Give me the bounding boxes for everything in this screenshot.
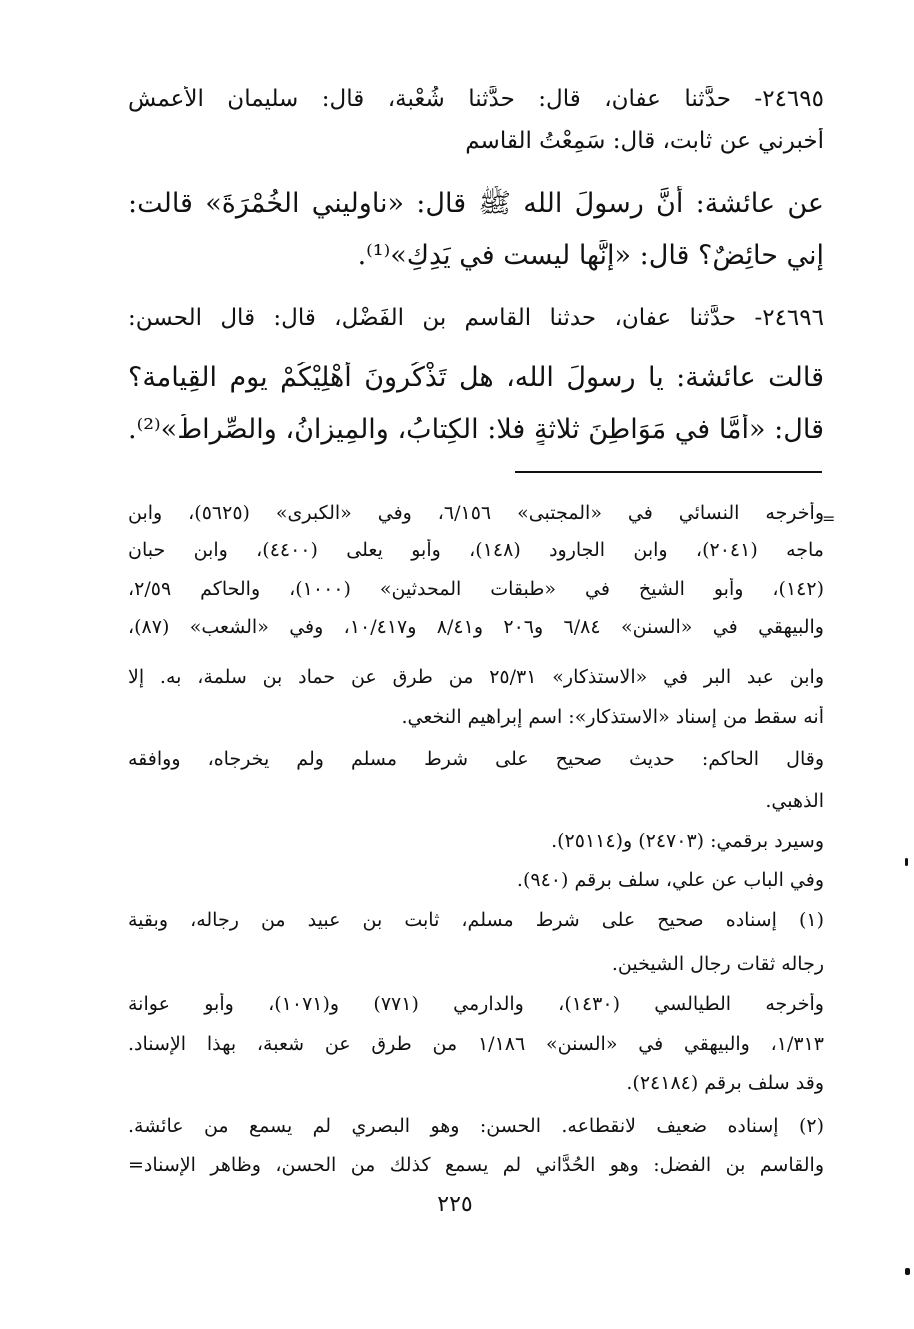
hadith-24695-matn-line-1: عن عائشة: أنَّ رسولَ الله ﷺ قال: «ناوليني الخُمْرَةَ» قالت: [128, 188, 824, 219]
bab-note: وفي الباب عن علي، سلف برقم (٩٤٠). [516, 869, 824, 891]
footnote-continuation-line-5: وابن عبد البر في «الاستذكار» ٢٥/٣١ من طرق عن حماد بن سلمة، به. إلا [128, 666, 824, 688]
footnote-2-line-1: (٢) إسناده ضعيف لانقطاعه. الحسن: وهو البصري لم يسمع من عائشة. [128, 1115, 824, 1137]
hadith-24696-line-1: ٢٤٦٩٦- حدَّثنا عفان، حدثنا القاسم بن الفَضْل، قال: قال الحسن: [128, 305, 824, 331]
scan-speck [905, 858, 908, 866]
footnote-continuation-line-6: أنه سقط من إسناد «الاستذكار»: اسم إبراهيم النخعي. [401, 706, 824, 728]
hadith-24695-matn-line-2: إني حائِضٌ؟ قال: «إنَّها ليست في يَدِكِ»⁽¹⁾. [357, 240, 824, 271]
footnote-continuation-line-3: (١٤٢)، وأبو الشيخ في «طبقات المحدثين» (١٠٠٠)، والحاكم ٢/٥٩، [128, 578, 824, 600]
footnote-2-line-2: والقاسم بن الفضل: وهو الحُدَّاني لم يسمع كذلك من الحسن، وظاهر الإسناد= [128, 1154, 824, 1176]
footnote-1-extra-line-1: وأخرجه الطيالسي (١٤٣٠)، والدارمي (٧٧١) و(١٠٧١)، وأبو عوانة [128, 993, 824, 1015]
hadith-24695-line-1: ٢٤٦٩٥- حدَّثنا عفان، قال: حدَّثنا شُعْبة، قال: سليمان الأعمش [128, 86, 824, 112]
hadith-24696-matn-line-2: قال: «أمَّا في مَوَاطِنَ ثلاثةٍ فلا: الكِتابُ، والمِيزانُ، والصِّراطُ»⁽²⁾. [128, 414, 824, 445]
footnote-1-salaf-note: وقد سلف برقم (٢٤١٨٤). [626, 1072, 824, 1094]
sayarid-note: وسيرد برقمي: (٢٤٧٠٣) و(٢٥١١٤). [551, 830, 824, 852]
footnote-continuation-line-2: ماجه (٢٠٤١)، وابن الجارود (١٤٨)، وأبو يعلى (٤٤٠٠)، وابن حبان [128, 539, 824, 561]
hakim-note-line-1: وقال الحاكم: حديث صحيح على شرط مسلم ولم يخرجاه، ووافقه [128, 748, 824, 770]
continuation-mark: = [822, 509, 836, 528]
footnote-divider [515, 471, 822, 473]
footnote-1-line-1: (١) إسناده صحيح على شرط مسلم، ثابت بن عبيد من رجاله، وبقية [128, 909, 824, 931]
footnote-1-line-2: رجاله ثقات رجال الشيخين. [611, 953, 824, 975]
hadith-24696-matn-line-1: قالت عائشة: يا رسولَ الله، هل تَذْكُرونَ أَهْلِيْكُمْ يوم القِيامة؟ [128, 362, 824, 393]
hakim-note-line-2: الذهبي. [765, 790, 824, 812]
footnote-continuation-line-4: والبيهقي في «السنن» ٦/٨٤ و٢٠٦ و٨/٤١ و١٠/٤١٧، وفي «الشعب» (٨٧)، [128, 616, 824, 638]
hadith-24695-line-2: أخبرني عن ثابت، قال: سَمِعْتُ القاسم [465, 128, 824, 154]
scan-speck [905, 1268, 910, 1275]
page-number: ٢٢٥ [437, 1192, 473, 1217]
footnote-continuation-line-1: وأخرجه النسائي في «المجتبى» ٦/١٥٦، وفي «الكبرى» (٥٦٢٥)، وابن [128, 502, 824, 524]
footnote-1-extra-line-2: ١/٣١٣، والبيهقي في «السنن» ١/١٨٦ من طرق عن شعبة، بهذا الإسناد. [128, 1033, 824, 1055]
